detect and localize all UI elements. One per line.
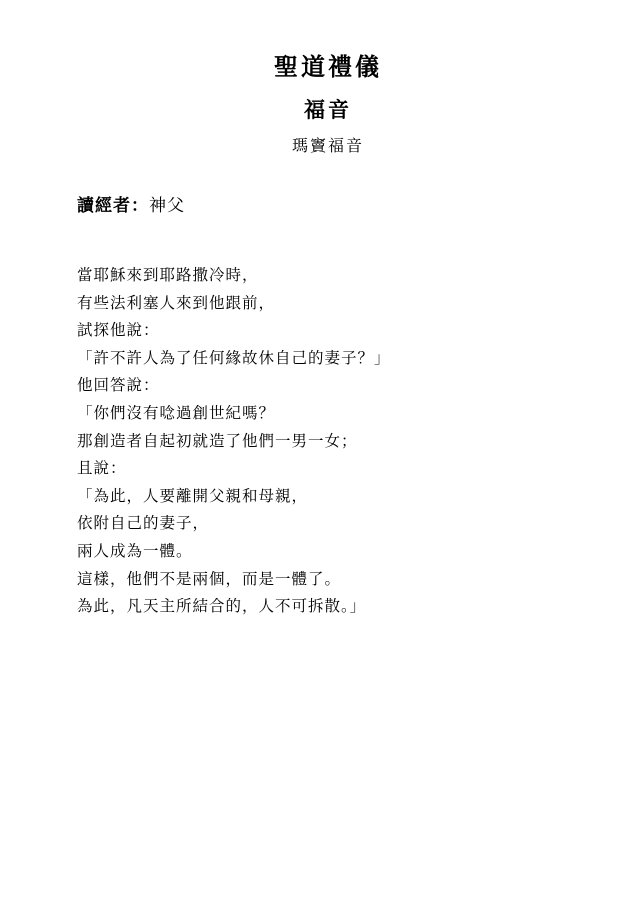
text-line: 有些法利塞人來到他跟前， xyxy=(77,293,276,312)
reader-line xyxy=(77,191,185,216)
text-line: 他回答說： xyxy=(77,376,160,395)
text-line: 這樣，他們不是兩個，而是一體了。 xyxy=(77,569,342,588)
text-line: 試探他說： xyxy=(77,321,160,340)
gospel-text xyxy=(77,262,391,621)
text-line: 「許不許人為了任何緣故休自己的妻子？」 xyxy=(77,348,391,367)
text-line: 兩人成為一體。 xyxy=(77,541,193,560)
document-subtitle: 福音 xyxy=(304,97,352,122)
text-line: 當耶穌來到耶路撒冷時， xyxy=(77,266,259,284)
text-line: 「你們沒有唸過創世紀嗎？ xyxy=(77,403,276,422)
document-title: 聖道禮儀 xyxy=(274,52,382,81)
text-line: 且說： xyxy=(77,459,127,478)
text-line: 為此，凡天主所結合的，人不可拆散。」 xyxy=(77,597,367,616)
text-line: 「為此，人要離開父親和母親， xyxy=(77,486,309,505)
reader-label: 讀經者： xyxy=(77,196,149,216)
gospel-name: 瑪竇福音 xyxy=(291,136,364,155)
reader-name: 神父 xyxy=(149,196,185,216)
text-line: 那創造者自起初就造了他們一男一女； xyxy=(77,431,358,450)
text-line: 依附自己的妻子， xyxy=(77,514,210,533)
